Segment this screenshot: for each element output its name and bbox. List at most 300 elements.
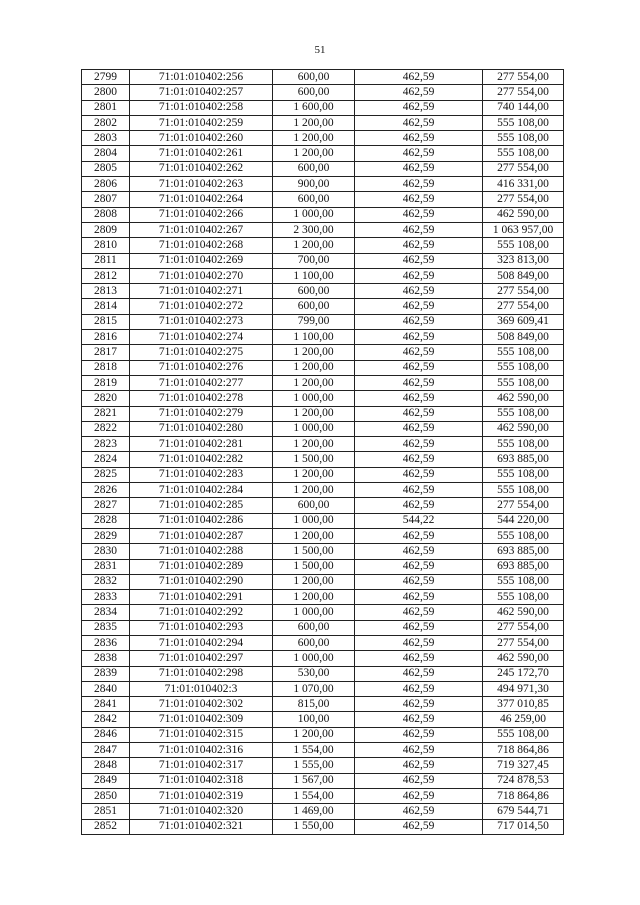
cadastral-number-cell: 71:01:010402:259 [130, 115, 273, 130]
table-row [82, 85, 564, 100]
cadastral-number-cell: 71:01:010402:279 [130, 406, 273, 421]
rate-cell: 462,59 [355, 666, 483, 681]
table-row [82, 452, 564, 467]
table-row [82, 314, 564, 329]
row-number-cell: 2833 [82, 590, 130, 605]
rate-cell: 462,59 [355, 804, 483, 819]
value-cell: 277 554,00 [483, 85, 564, 100]
cadastral-number-cell: 71:01:010402:268 [130, 238, 273, 253]
value-cell: 555 108,00 [483, 345, 564, 360]
table-row [82, 238, 564, 253]
row-number-cell: 2803 [82, 131, 130, 146]
value-cell: 245 172,70 [483, 666, 564, 681]
cadastral-number-cell: 71:01:010402:315 [130, 727, 273, 742]
cadastral-number-cell: 71:01:010402:258 [130, 100, 273, 115]
cadastral-number-cell: 71:01:010402:262 [130, 161, 273, 176]
row-number-cell: 2805 [82, 161, 130, 176]
row-number-cell: 2809 [82, 222, 130, 237]
area-cell: 1 567,00 [273, 773, 355, 788]
value-cell: 718 864,86 [483, 788, 564, 803]
rate-cell: 462,59 [355, 635, 483, 650]
row-number-cell: 2848 [82, 758, 130, 773]
row-number-cell: 2849 [82, 773, 130, 788]
cadastral-number-cell: 71:01:010402:273 [130, 314, 273, 329]
row-number-cell: 2820 [82, 391, 130, 406]
row-number-cell: 2800 [82, 85, 130, 100]
rate-cell: 462,59 [355, 146, 483, 161]
rate-cell: 462,59 [355, 207, 483, 222]
table-row [82, 712, 564, 727]
cadastral-number-cell: 71:01:010402:288 [130, 544, 273, 559]
cadastral-number-cell: 71:01:010402:272 [130, 299, 273, 314]
area-cell: 1 200,00 [273, 727, 355, 742]
table-row [82, 207, 564, 222]
area-cell: 1 200,00 [273, 360, 355, 375]
value-cell: 46 259,00 [483, 712, 564, 727]
area-cell: 1 000,00 [273, 207, 355, 222]
area-cell: 1 200,00 [273, 406, 355, 421]
row-number-cell: 2812 [82, 268, 130, 283]
value-cell: 462 590,00 [483, 391, 564, 406]
value-cell: 277 554,00 [483, 161, 564, 176]
table-row [82, 743, 564, 758]
area-cell: 1 500,00 [273, 452, 355, 467]
rate-cell: 462,59 [355, 819, 483, 834]
row-number-cell: 2827 [82, 498, 130, 513]
value-cell: 555 108,00 [483, 467, 564, 482]
table-row [82, 666, 564, 681]
cadastral-number-cell: 71:01:010402:290 [130, 574, 273, 589]
table-body [82, 70, 564, 835]
table-row [82, 544, 564, 559]
table-row [82, 146, 564, 161]
value-cell: 277 554,00 [483, 620, 564, 635]
rate-cell: 462,59 [355, 268, 483, 283]
cadastral-number-cell: 71:01:010402:263 [130, 177, 273, 192]
table-row [82, 804, 564, 819]
table-row [82, 483, 564, 498]
rate-cell: 462,59 [355, 70, 483, 85]
cadastral-number-cell: 71:01:010402:291 [130, 590, 273, 605]
area-cell: 1 200,00 [273, 131, 355, 146]
row-number-cell: 2808 [82, 207, 130, 222]
table-row [82, 819, 564, 834]
cadastral-number-cell: 71:01:010402:277 [130, 375, 273, 390]
cadastral-number-cell: 71:01:010402:316 [130, 743, 273, 758]
area-cell: 1 550,00 [273, 819, 355, 834]
rate-cell: 462,59 [355, 743, 483, 758]
value-cell: 555 108,00 [483, 146, 564, 161]
area-cell: 600,00 [273, 192, 355, 207]
rate-cell: 462,59 [355, 788, 483, 803]
table-row [82, 406, 564, 421]
value-cell: 462 590,00 [483, 207, 564, 222]
area-cell: 1 000,00 [273, 651, 355, 666]
value-cell: 462 590,00 [483, 651, 564, 666]
value-cell: 718 864,86 [483, 743, 564, 758]
area-cell: 1 100,00 [273, 268, 355, 283]
cadastral-number-cell: 71:01:010402:284 [130, 483, 273, 498]
rate-cell: 462,59 [355, 590, 483, 605]
cadastral-number-cell: 71:01:010402:266 [130, 207, 273, 222]
cadastral-number-cell: 71:01:010402:294 [130, 635, 273, 650]
value-cell: 277 554,00 [483, 192, 564, 207]
area-cell: 1 554,00 [273, 743, 355, 758]
table-row [82, 758, 564, 773]
area-cell: 1 200,00 [273, 146, 355, 161]
cadastral-number-cell: 71:01:010402:297 [130, 651, 273, 666]
value-cell: 462 590,00 [483, 605, 564, 620]
cadastral-number-cell: 71:01:010402:281 [130, 437, 273, 452]
row-number-cell: 2831 [82, 559, 130, 574]
cadastral-number-cell: 71:01:010402:267 [130, 222, 273, 237]
cadastral-number-cell: 71:01:010402:286 [130, 513, 273, 528]
table-row [82, 498, 564, 513]
rate-cell: 462,59 [355, 161, 483, 176]
table-row [82, 100, 564, 115]
value-cell: 555 108,00 [483, 360, 564, 375]
value-cell: 555 108,00 [483, 483, 564, 498]
rate-cell: 462,59 [355, 681, 483, 696]
cadastral-number-cell: 71:01:010402:280 [130, 421, 273, 436]
rate-cell: 462,59 [355, 651, 483, 666]
cadastral-number-cell: 71:01:010402:261 [130, 146, 273, 161]
area-cell: 1 200,00 [273, 115, 355, 130]
rate-cell: 462,59 [355, 345, 483, 360]
row-number-cell: 2810 [82, 238, 130, 253]
rate-cell: 462,59 [355, 712, 483, 727]
table-row [82, 773, 564, 788]
rate-cell: 462,59 [355, 452, 483, 467]
cadastral-number-cell: 71:01:010402:3 [130, 681, 273, 696]
cadastral-number-cell: 71:01:010402:319 [130, 788, 273, 803]
value-cell: 277 554,00 [483, 70, 564, 85]
row-number-cell: 2815 [82, 314, 130, 329]
area-cell: 1 000,00 [273, 421, 355, 436]
row-number-cell: 2830 [82, 544, 130, 559]
row-number-cell: 2816 [82, 330, 130, 345]
area-cell: 1 000,00 [273, 513, 355, 528]
row-number-cell: 2806 [82, 177, 130, 192]
area-cell: 900,00 [273, 177, 355, 192]
row-number-cell: 2828 [82, 513, 130, 528]
row-number-cell: 2846 [82, 727, 130, 742]
row-number-cell: 2836 [82, 635, 130, 650]
row-number-cell: 2802 [82, 115, 130, 130]
row-number-cell: 2841 [82, 697, 130, 712]
table-row [82, 222, 564, 237]
cadastral-number-cell: 71:01:010402:317 [130, 758, 273, 773]
rate-cell: 462,59 [355, 192, 483, 207]
area-cell: 1 070,00 [273, 681, 355, 696]
row-number-cell: 2839 [82, 666, 130, 681]
row-number-cell: 2807 [82, 192, 130, 207]
cadastral-number-cell: 71:01:010402:302 [130, 697, 273, 712]
rate-cell: 462,59 [355, 100, 483, 115]
rate-cell: 462,59 [355, 177, 483, 192]
cadastral-number-cell: 71:01:010402:270 [130, 268, 273, 283]
value-cell: 323 813,00 [483, 253, 564, 268]
rate-cell: 462,59 [355, 758, 483, 773]
cadastral-number-cell: 71:01:010402:257 [130, 85, 273, 100]
row-number-cell: 2826 [82, 483, 130, 498]
cadastral-number-cell: 71:01:010402:274 [130, 330, 273, 345]
table-row [82, 681, 564, 696]
rate-cell: 462,59 [355, 238, 483, 253]
row-number-cell: 2824 [82, 452, 130, 467]
table-row [82, 528, 564, 543]
row-number-cell: 2847 [82, 743, 130, 758]
table-row [82, 268, 564, 283]
table-row [82, 177, 564, 192]
area-cell: 1 200,00 [273, 483, 355, 498]
cadastral-number-cell: 71:01:010402:269 [130, 253, 273, 268]
cadastral-number-cell: 71:01:010402:282 [130, 452, 273, 467]
area-cell: 1 554,00 [273, 788, 355, 803]
rate-cell: 462,59 [355, 284, 483, 299]
rate-cell: 462,59 [355, 620, 483, 635]
rate-cell: 462,59 [355, 299, 483, 314]
value-cell: 1 063 957,00 [483, 222, 564, 237]
table-row [82, 192, 564, 207]
table-row [82, 651, 564, 666]
rate-cell: 462,59 [355, 697, 483, 712]
rate-cell: 462,59 [355, 360, 483, 375]
value-cell: 369 609,41 [483, 314, 564, 329]
area-cell: 600,00 [273, 635, 355, 650]
value-cell: 555 108,00 [483, 437, 564, 452]
row-number-cell: 2813 [82, 284, 130, 299]
area-cell: 1 200,00 [273, 528, 355, 543]
row-number-cell: 2817 [82, 345, 130, 360]
rate-cell: 462,59 [355, 437, 483, 452]
area-cell: 1 555,00 [273, 758, 355, 773]
area-cell: 1 200,00 [273, 574, 355, 589]
value-cell: 277 554,00 [483, 299, 564, 314]
table-row [82, 115, 564, 130]
table-row [82, 284, 564, 299]
value-cell: 555 108,00 [483, 238, 564, 253]
value-cell: 740 144,00 [483, 100, 564, 115]
row-number-cell: 2822 [82, 421, 130, 436]
row-number-cell: 2834 [82, 605, 130, 620]
row-number-cell: 2821 [82, 406, 130, 421]
area-cell: 1 200,00 [273, 238, 355, 253]
area-cell: 100,00 [273, 712, 355, 727]
cadastral-number-cell: 71:01:010402:276 [130, 360, 273, 375]
land-plot-table [81, 69, 564, 835]
value-cell: 416 331,00 [483, 177, 564, 192]
cadastral-number-cell: 71:01:010402:278 [130, 391, 273, 406]
row-number-cell: 2818 [82, 360, 130, 375]
cadastral-number-cell: 71:01:010402:275 [130, 345, 273, 360]
page-number: 51 [314, 44, 326, 56]
row-number-cell: 2823 [82, 437, 130, 452]
table-row [82, 574, 564, 589]
cadastral-number-cell: 71:01:010402:289 [130, 559, 273, 574]
area-cell: 1 100,00 [273, 330, 355, 345]
table-row [82, 161, 564, 176]
row-number-cell: 2851 [82, 804, 130, 819]
table-row [82, 421, 564, 436]
value-cell: 719 327,45 [483, 758, 564, 773]
area-cell: 1 000,00 [273, 391, 355, 406]
rate-cell: 544,22 [355, 513, 483, 528]
cadastral-number-cell: 71:01:010402:292 [130, 605, 273, 620]
area-cell: 2 300,00 [273, 222, 355, 237]
table-row [82, 590, 564, 605]
value-cell: 462 590,00 [483, 421, 564, 436]
rate-cell: 462,59 [355, 528, 483, 543]
table-row [82, 513, 564, 528]
area-cell: 1 200,00 [273, 375, 355, 390]
value-cell: 724 878,53 [483, 773, 564, 788]
value-cell: 555 108,00 [483, 528, 564, 543]
cadastral-number-cell: 71:01:010402:321 [130, 819, 273, 834]
value-cell: 693 885,00 [483, 452, 564, 467]
rate-cell: 462,59 [355, 498, 483, 513]
table-row [82, 345, 564, 360]
cadastral-number-cell: 71:01:010402:264 [130, 192, 273, 207]
cadastral-number-cell: 71:01:010402:318 [130, 773, 273, 788]
value-cell: 693 885,00 [483, 544, 564, 559]
rate-cell: 462,59 [355, 131, 483, 146]
area-cell: 600,00 [273, 620, 355, 635]
rate-cell: 462,59 [355, 544, 483, 559]
value-cell: 377 010,85 [483, 697, 564, 712]
rate-cell: 462,59 [355, 406, 483, 421]
value-cell: 693 885,00 [483, 559, 564, 574]
value-cell: 679 544,71 [483, 804, 564, 819]
table-row [82, 697, 564, 712]
row-number-cell: 2840 [82, 681, 130, 696]
table-row [82, 131, 564, 146]
rate-cell: 462,59 [355, 330, 483, 345]
value-cell: 508 849,00 [483, 330, 564, 345]
area-cell: 600,00 [273, 85, 355, 100]
cadastral-number-cell: 71:01:010402:293 [130, 620, 273, 635]
row-number-cell: 2801 [82, 100, 130, 115]
row-number-cell: 2850 [82, 788, 130, 803]
table-row [82, 635, 564, 650]
value-cell: 555 108,00 [483, 727, 564, 742]
table-row [82, 253, 564, 268]
rate-cell: 462,59 [355, 605, 483, 620]
rate-cell: 462,59 [355, 375, 483, 390]
table-row [82, 437, 564, 452]
area-cell: 700,00 [273, 253, 355, 268]
row-number-cell: 2852 [82, 819, 130, 834]
table-row [82, 467, 564, 482]
value-cell: 277 554,00 [483, 635, 564, 650]
rate-cell: 462,59 [355, 391, 483, 406]
area-cell: 530,00 [273, 666, 355, 681]
rate-cell: 462,59 [355, 222, 483, 237]
table-row [82, 727, 564, 742]
rate-cell: 462,59 [355, 115, 483, 130]
area-cell: 600,00 [273, 161, 355, 176]
rate-cell: 462,59 [355, 253, 483, 268]
row-number-cell: 2832 [82, 574, 130, 589]
row-number-cell: 2804 [82, 146, 130, 161]
area-cell: 600,00 [273, 70, 355, 85]
area-cell: 1 500,00 [273, 544, 355, 559]
table-row [82, 330, 564, 345]
cadastral-number-cell: 71:01:010402:285 [130, 498, 273, 513]
cadastral-number-cell: 71:01:010402:271 [130, 284, 273, 299]
value-cell: 277 554,00 [483, 498, 564, 513]
table-row [82, 375, 564, 390]
area-cell: 600,00 [273, 284, 355, 299]
value-cell: 555 108,00 [483, 574, 564, 589]
cadastral-number-cell: 71:01:010402:298 [130, 666, 273, 681]
value-cell: 277 554,00 [483, 284, 564, 299]
rate-cell: 462,59 [355, 727, 483, 742]
area-cell: 1 469,00 [273, 804, 355, 819]
table-row [82, 70, 564, 85]
table-row [82, 391, 564, 406]
rate-cell: 462,59 [355, 483, 483, 498]
row-number-cell: 2799 [82, 70, 130, 85]
row-number-cell: 2838 [82, 651, 130, 666]
table-row [82, 360, 564, 375]
table-row [82, 299, 564, 314]
value-cell: 555 108,00 [483, 406, 564, 421]
value-cell: 555 108,00 [483, 115, 564, 130]
area-cell: 799,00 [273, 314, 355, 329]
cadastral-number-cell: 71:01:010402:256 [130, 70, 273, 85]
rate-cell: 462,59 [355, 574, 483, 589]
area-cell: 1 200,00 [273, 467, 355, 482]
row-number-cell: 2842 [82, 712, 130, 727]
area-cell: 1 000,00 [273, 605, 355, 620]
value-cell: 508 849,00 [483, 268, 564, 283]
value-cell: 555 108,00 [483, 375, 564, 390]
cadastral-number-cell: 71:01:010402:260 [130, 131, 273, 146]
area-cell: 1 200,00 [273, 437, 355, 452]
value-cell: 494 971,30 [483, 681, 564, 696]
value-cell: 717 014,50 [483, 819, 564, 834]
cadastral-number-cell: 71:01:010402:320 [130, 804, 273, 819]
rate-cell: 462,59 [355, 773, 483, 788]
rate-cell: 462,59 [355, 314, 483, 329]
table-row [82, 559, 564, 574]
row-number-cell: 2814 [82, 299, 130, 314]
area-cell: 815,00 [273, 697, 355, 712]
row-number-cell: 2835 [82, 620, 130, 635]
value-cell: 555 108,00 [483, 131, 564, 146]
rate-cell: 462,59 [355, 85, 483, 100]
rate-cell: 462,59 [355, 467, 483, 482]
row-number-cell: 2825 [82, 467, 130, 482]
rate-cell: 462,59 [355, 421, 483, 436]
area-cell: 600,00 [273, 299, 355, 314]
area-cell: 1 200,00 [273, 345, 355, 360]
value-cell: 555 108,00 [483, 590, 564, 605]
row-number-cell: 2819 [82, 375, 130, 390]
cadastral-number-cell: 71:01:010402:309 [130, 712, 273, 727]
cadastral-number-cell: 71:01:010402:283 [130, 467, 273, 482]
area-cell: 1 600,00 [273, 100, 355, 115]
row-number-cell: 2829 [82, 528, 130, 543]
area-cell: 1 200,00 [273, 590, 355, 605]
table-row [82, 620, 564, 635]
table-row [82, 788, 564, 803]
row-number-cell: 2811 [82, 253, 130, 268]
table-row [82, 605, 564, 620]
area-cell: 1 500,00 [273, 559, 355, 574]
cadastral-number-cell: 71:01:010402:287 [130, 528, 273, 543]
